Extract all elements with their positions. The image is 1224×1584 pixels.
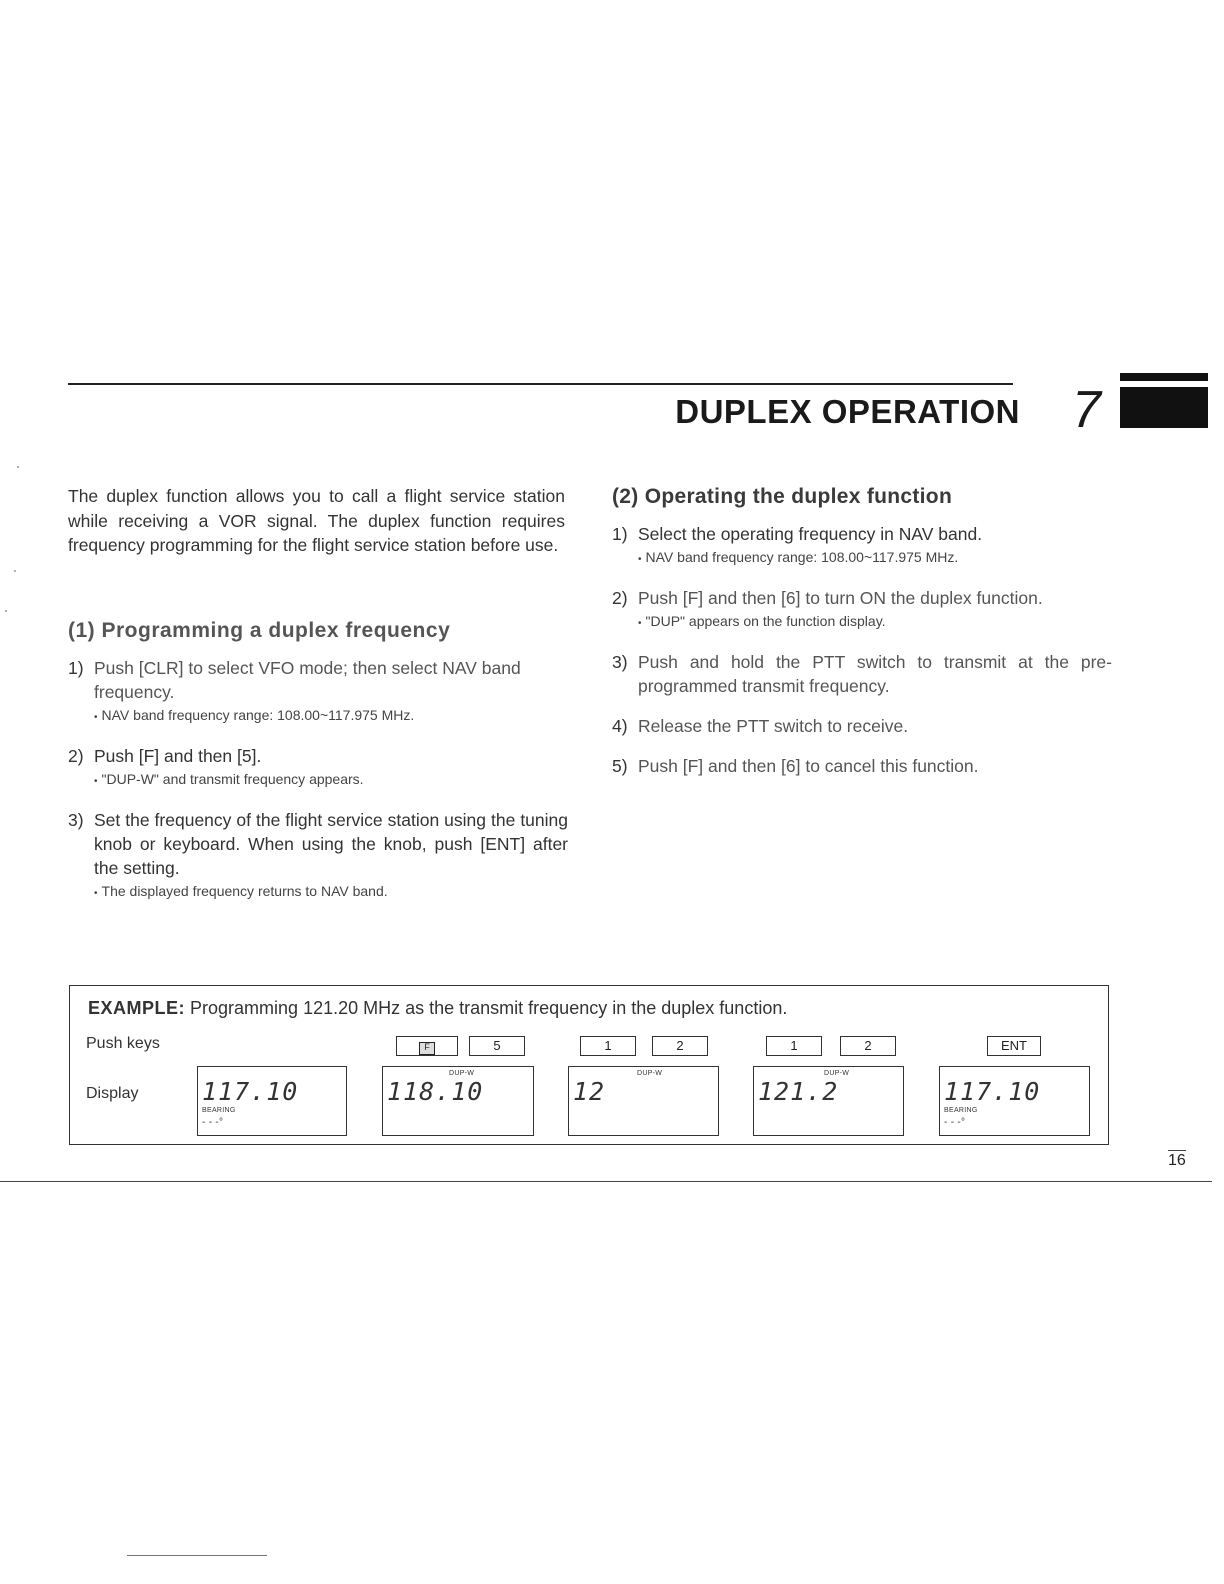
step-note-text: NAV band frequency range: 108.00~117.975 MHz. — [101, 707, 415, 723]
bearing-value: - - -° — [202, 1117, 224, 1128]
scan-speck — [14, 570, 16, 572]
step-note-text: "DUP-W" and transmit frequency appears. — [101, 771, 364, 787]
footer-rule — [0, 1181, 1212, 1182]
section2-step — [612, 586, 1112, 634]
key-1: 1 — [766, 1036, 822, 1056]
step-note-text: "DUP" appears on the function display. — [645, 613, 886, 629]
section2-step — [612, 754, 1112, 778]
intro-paragraph: The duplex function allows you to call a flight service station while receiving a VOR signal. The duplex function requires frequency programming for the flight service station before use. — [68, 486, 565, 555]
step-number: 3) — [68, 810, 84, 830]
chapter-title: DUPLEX OPERATION — [675, 393, 1020, 430]
key-1: 1 — [580, 1036, 636, 1056]
step-text: Push and hold the PTT switch to transmit at the pre-programmed transmit frequency. — [638, 652, 1112, 696]
scan-speck — [17, 466, 19, 468]
step-text: Set the frequency of the flight service station using the tuning knob or keyboard. When using the knob, push [ENT] after the setting. — [94, 810, 568, 878]
bullet-icon: • — [94, 888, 98, 899]
step-note-text: The displayed frequency returns to NAV band. — [101, 883, 388, 899]
example-text: Programming 121.20 MHz as the transmit frequency in the duplex function. — [190, 998, 788, 1018]
bullet-icon: • — [638, 554, 642, 565]
bullet-icon: • — [638, 618, 642, 629]
lcd-digits: 118.10 — [387, 1077, 484, 1106]
f-key-glyph: F — [419, 1042, 435, 1055]
step-number: 3) — [612, 652, 628, 672]
section2-heading: (2) Operating the duplex function — [612, 485, 953, 508]
section1-heading: (1) Programming a duplex frequency — [68, 619, 451, 642]
step-note — [638, 547, 1112, 570]
key-ent: ENT — [987, 1036, 1041, 1056]
bearing-value: - - -° — [944, 1117, 966, 1128]
bullet-icon: • — [94, 712, 98, 723]
step-note — [94, 769, 568, 792]
step-text: Release the PTT switch to receive. — [638, 716, 909, 736]
dup-w-indicator: DUP-W — [637, 1070, 663, 1077]
step-text: Push [F] and then [5]. — [94, 746, 262, 766]
section2-step — [612, 714, 1112, 738]
step-text: Push [CLR] to select VFO mode; then select NAV band frequency. — [94, 658, 521, 702]
section1-step — [68, 744, 568, 792]
section2-steps — [612, 522, 1112, 794]
lcd-display — [568, 1066, 719, 1136]
lcd-display — [197, 1066, 347, 1136]
step-note — [638, 611, 1112, 634]
section1-step — [68, 808, 568, 904]
step-number: 4) — [612, 716, 628, 736]
step-number: 2) — [612, 588, 628, 608]
key-5: 5 — [469, 1036, 525, 1056]
bottom-underline — [127, 1555, 267, 1556]
step-text: Push [F] and then [6] to cancel this function. — [638, 756, 979, 776]
dup-w-indicator: DUP-W — [824, 1070, 850, 1077]
lcd-digits: 121.2 — [758, 1077, 839, 1106]
key-f — [396, 1036, 458, 1056]
step-text: Select the operating frequency in NAV band. — [638, 524, 983, 544]
lcd-digits: 12 — [573, 1077, 606, 1106]
bullet-icon: • — [94, 776, 98, 787]
lcd-digits: 117.10 — [944, 1077, 1041, 1106]
key-2: 2 — [652, 1036, 708, 1056]
step-note — [94, 881, 568, 904]
push-keys-label: Push keys — [86, 1035, 160, 1052]
section2-step — [612, 522, 1112, 570]
step-number: 5) — [612, 756, 628, 776]
step-note-text: NAV band frequency range: 108.00~117.975 MHz. — [645, 549, 959, 565]
chapter-number: 7 — [1072, 381, 1101, 439]
lcd-display — [382, 1066, 534, 1136]
scan-speck — [5, 610, 7, 612]
display-label: Display — [86, 1085, 139, 1102]
section1-steps — [68, 656, 568, 920]
section2-step — [612, 650, 1112, 698]
example-title — [88, 998, 787, 1019]
step-text: Push [F] and then [6] to turn ON the duplex function. — [638, 588, 1043, 608]
chapter-tab-marker — [1120, 373, 1208, 428]
step-number: 2) — [68, 746, 84, 766]
bearing-indicator: BEARING — [202, 1107, 236, 1114]
section1-step — [68, 656, 568, 728]
example-label: EXAMPLE: — [88, 998, 186, 1018]
step-number: 1) — [612, 524, 628, 544]
bearing-indicator: BEARING — [944, 1107, 978, 1114]
step-number: 1) — [68, 658, 84, 678]
header-rule — [68, 383, 1013, 385]
lcd-display — [939, 1066, 1090, 1136]
lcd-digits: 117.10 — [202, 1077, 299, 1106]
step-note — [94, 705, 568, 728]
lcd-display — [753, 1066, 904, 1136]
dup-w-indicator: DUP-W — [449, 1070, 475, 1077]
key-2: 2 — [840, 1036, 896, 1056]
page-number: 16 — [1168, 1152, 1186, 1169]
